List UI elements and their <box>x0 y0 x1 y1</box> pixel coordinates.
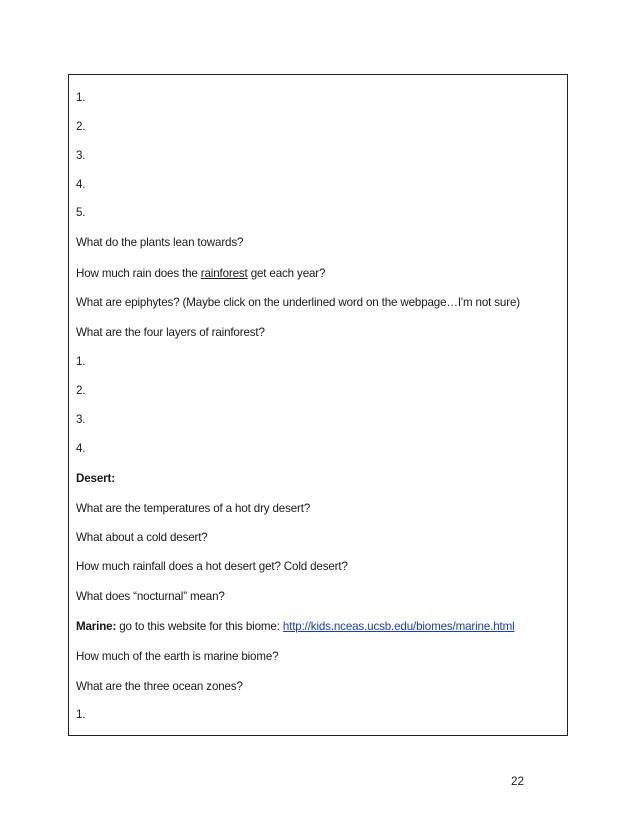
desert-heading: Desert: <box>76 472 115 485</box>
list-item: 2. <box>76 384 86 397</box>
marine-website-link[interactable]: http://kids.nceas.ucsb.edu/biomes/marine.html <box>282 620 515 633</box>
page-number: 22 <box>511 775 524 788</box>
question-rain-suffix: get each year? <box>247 267 326 280</box>
question-plants: What do the plants lean towards? <box>76 236 244 249</box>
marine-heading: Marine: <box>76 620 117 633</box>
question-layers: What are the four layers of rainforest? <box>76 326 265 339</box>
list-item: 4. <box>76 178 86 191</box>
question-cold-desert: What about a cold desert? <box>76 531 208 544</box>
rainforest-link-word: rainforest <box>200 267 248 280</box>
list-item: 1. <box>76 355 86 368</box>
question-ocean-zones: What are the three ocean zones? <box>76 680 243 693</box>
question-desert-temp: What are the temperatures of a hot dry desert? <box>76 502 311 515</box>
question-epiphytes: What are epiphytes? (Maybe click on the underlined word on the webpage…I'm not sure) <box>76 296 520 309</box>
list-item: 1. <box>76 708 86 721</box>
question-nocturnal: What does “nocturnal” mean? <box>76 590 225 603</box>
marine-instruction: go to this website for this biome: <box>116 620 283 633</box>
list-item: 2. <box>76 120 86 133</box>
worksheet-box <box>68 74 568 736</box>
question-marine-earth: How much of the earth is marine biome? <box>76 650 279 663</box>
question-rain-prefix: How much rain does the <box>76 267 201 280</box>
list-item: 3. <box>76 413 86 426</box>
marine-line <box>76 620 515 634</box>
question-rainfall: How much rainfall does a hot desert get? Cold desert? <box>76 560 348 573</box>
list-item: 1. <box>76 91 86 104</box>
list-item: 3. <box>76 149 86 162</box>
list-item: 5. <box>76 206 86 219</box>
question-rain <box>76 267 325 281</box>
list-item: 4. <box>76 442 86 455</box>
